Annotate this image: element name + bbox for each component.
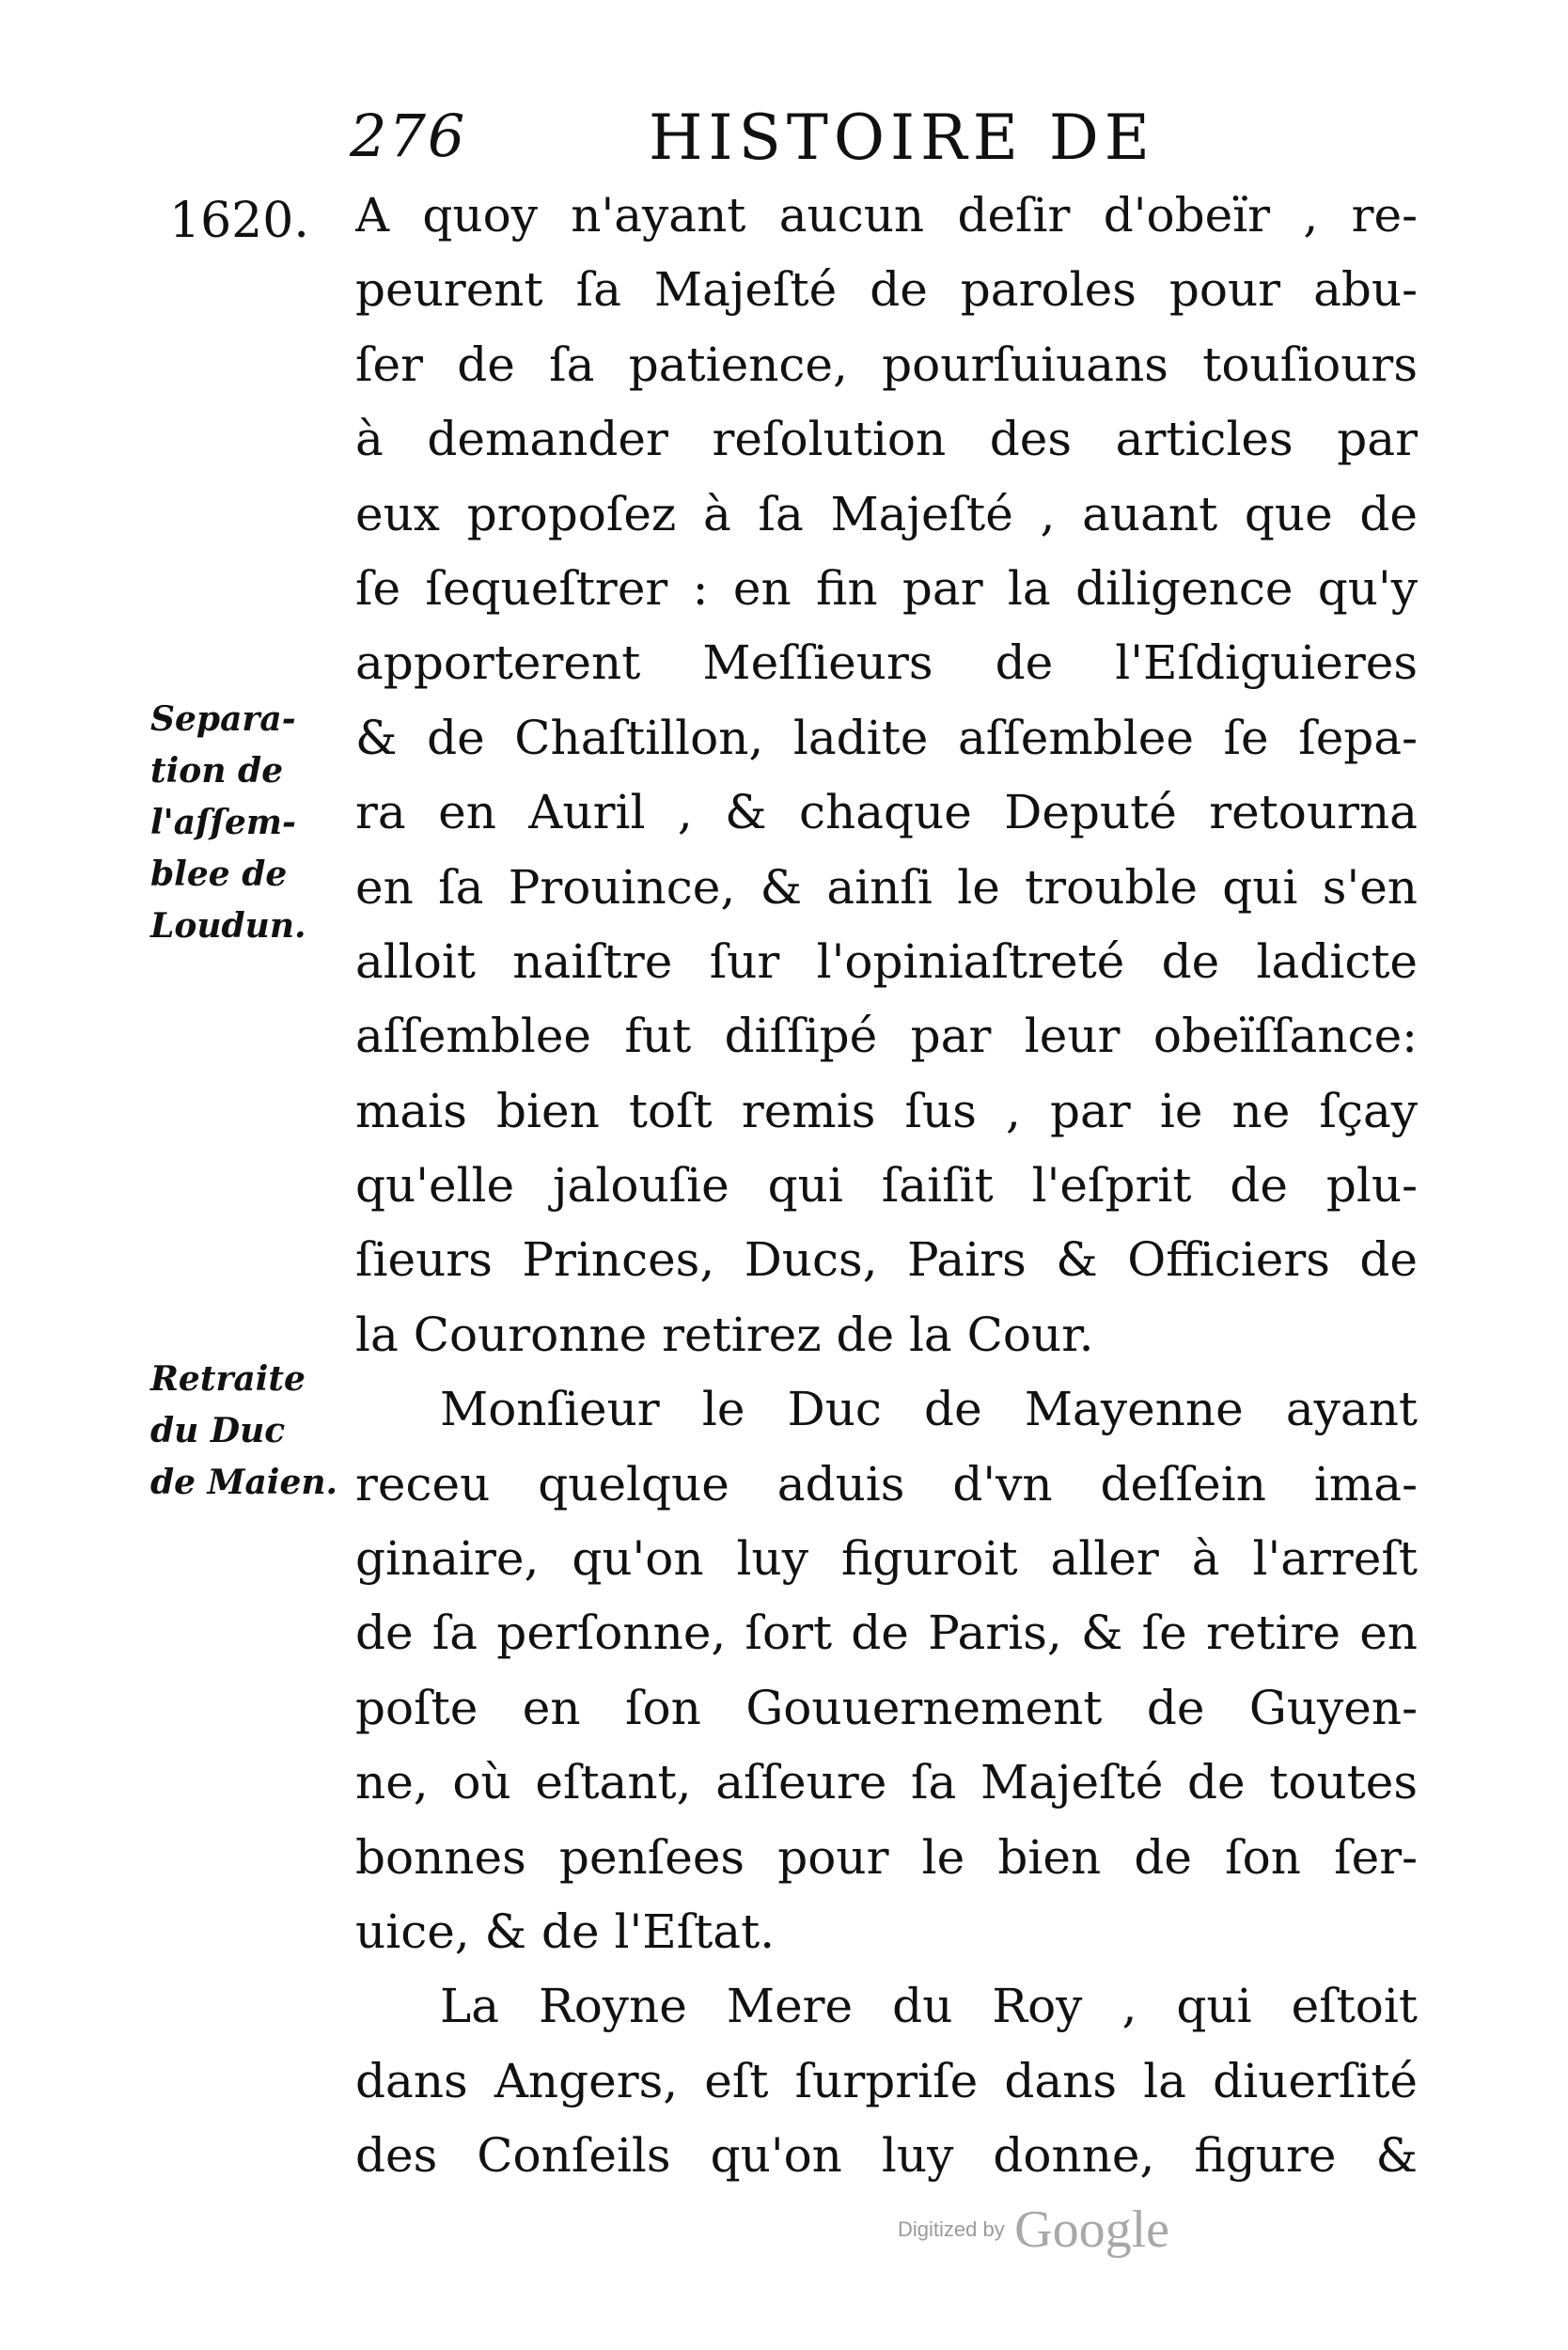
text-line: en ſa Prouince, & ainſi le trouble qui s'en — [355, 859, 1418, 915]
text-line: dans Angers, eſt ſurpriſe dans la diuerſité — [355, 2053, 1418, 2108]
text-line: ra en Auril , & chaque Deputé retourna — [355, 785, 1418, 840]
text-line: Monſieur le Duc de Mayenne ayant — [440, 1382, 1418, 1437]
text-line: bonnes penſees pour le bien de ſon ſer- — [355, 1829, 1418, 1885]
text-line: ne, où eſtant, aſſeure ſa Majeſté de toutes — [355, 1755, 1418, 1810]
watermark-prefix: Digitized by — [898, 2217, 1005, 2241]
margin-note-line: Separa- — [150, 699, 296, 739]
text-line: qu'elle jalouſie qui ſaiſit l'eſprit de plu- — [355, 1158, 1418, 1214]
google-logo: Google — [1014, 2201, 1170, 2259]
margin-note-line: Loudun. — [150, 906, 306, 946]
text-line: eux propoſez à ſa Majeſté , auant que de — [355, 486, 1418, 541]
text-line: mais bien toſt remis ſus , par ie ne ſçay — [355, 1083, 1418, 1138]
text-line: ſieurs Princes, Ducs, Pairs & Officiers de — [355, 1232, 1418, 1288]
text-line: uice, & de l'Eſtat. — [355, 1904, 776, 1959]
margin-note-line: du Duc — [150, 1411, 286, 1450]
digitized-watermark — [898, 2200, 1169, 2260]
text-line: des Conſeils qu'on luy donne, figure & — [355, 2128, 1418, 2184]
margin-note-retraite — [150, 1354, 338, 1509]
margin-note-line: de Maien. — [150, 1463, 338, 1502]
text-line: La Royne Mere du Roy , qui eſtoit — [440, 1979, 1418, 2034]
margin-note-line: l'aſſem- — [150, 803, 296, 842]
text-line: de ſa perſonne, ſort de Paris, & ſe retire en — [355, 1606, 1418, 1661]
body-text — [355, 179, 1418, 2194]
text-line: à demander reſolution des articles par — [355, 412, 1418, 467]
margin-note-line: Retraite — [150, 1359, 306, 1399]
margin-note-line: blee de — [150, 854, 288, 894]
text-line: ſer de ſa patience, pourſuiuans touſiours — [355, 337, 1418, 392]
text-line: peurent ſa Majeſté de paroles pour abu- — [355, 262, 1418, 318]
text-line: apporterent Meſſieurs de l'Eſdiguieres — [355, 635, 1418, 691]
running-title: HISTOIRE DE — [649, 102, 1155, 174]
margin-note-line: tion de — [150, 751, 284, 791]
text-line: poſte en ſon Gouuernement de Guyen- — [355, 1680, 1418, 1735]
text-line: A quoy n'ayant aucun deſir d'obeïr , re- — [355, 188, 1418, 243]
text-line: la Couronne retirez de la Cour. — [355, 1307, 1094, 1362]
margin-note-separation — [150, 694, 338, 952]
text-line: aſſemblee fut diſſipé par leur obeïſſance: — [355, 1009, 1418, 1064]
text-line: ginaire, qu'on luy figuroit aller à l'arreſt — [355, 1531, 1418, 1587]
page-header — [338, 102, 1278, 177]
text-line: alloit naiſtre ſur l'opiniaſtreté de ladicte — [355, 933, 1418, 989]
text-line: & de Chaſtillon, ladite aſſemblee ſe ſepa- — [355, 710, 1418, 765]
page-number: 276 — [350, 102, 467, 170]
year-marginal: 1620. — [169, 193, 309, 249]
text-line: ſe ſequeſtrer : en fin par la diligence qu'y — [355, 560, 1418, 616]
text-line: receu quelque aduis d'vn deſſein ima- — [355, 1456, 1418, 1512]
